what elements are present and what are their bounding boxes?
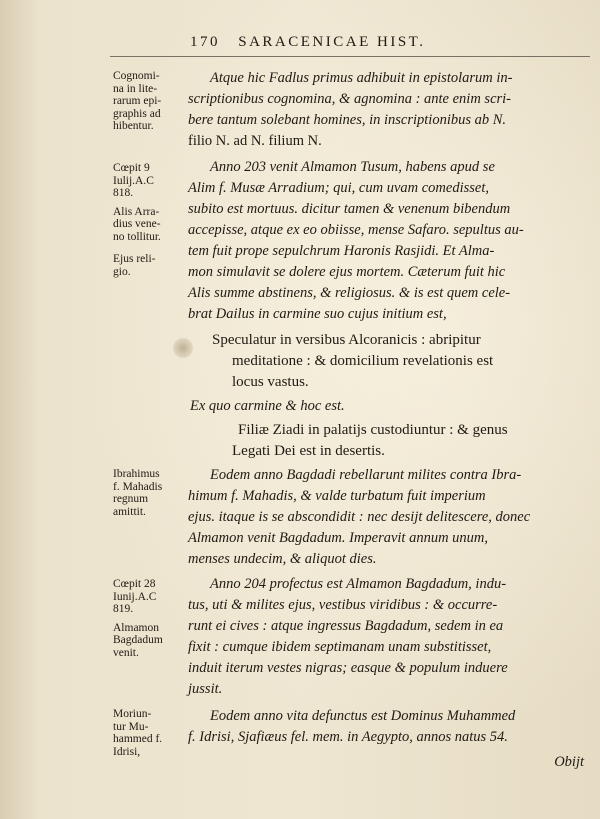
paper-stain (173, 338, 193, 358)
margin-line: regnum (113, 493, 149, 505)
text-line: runt ei cives : atque ingressus Bagdadum, sedem in ea (188, 618, 504, 634)
margin-line: tur Mu- (113, 720, 149, 733)
margin-line: hibentur. (113, 120, 154, 132)
text-line: bere tantum solebant homines, in inscriptionibus ab N. (188, 112, 507, 128)
margin-note (113, 708, 193, 758)
text-line: filio N. ad N. filium N. (188, 133, 322, 149)
text-line: himum f. Mahadis, & valde turbatum fuit imperium (188, 488, 486, 504)
text-line: Atque hic Fadlus primus adhibuit in epistolarum in- (210, 70, 513, 86)
text-line: induit iterum vestes nigras; easque & populum induere (188, 660, 508, 676)
margin-line: rarum epi- (113, 95, 162, 107)
margin-line: hammed f. (113, 733, 163, 745)
margin-note (113, 578, 193, 659)
text-line: tem fuit prope sepulchrum Haronis Rasjidi. Et Alma- (188, 243, 495, 259)
text-line: accepisse, atque ex eo obiisse, mense Safaro. sepultus au- (188, 222, 524, 238)
verse-line: meditatione : & domicilium revelationis est (232, 353, 494, 369)
header-rule (110, 56, 590, 57)
text-line: Anno 203 venit Almamon Tusum, habens apud se (210, 159, 495, 175)
margin-line: venit. (113, 646, 139, 659)
text-line: Ex quo carmine & hoc est. (190, 398, 345, 414)
page-header (190, 34, 425, 51)
margin-spacer (113, 243, 193, 253)
margin-line: gio. (113, 265, 131, 278)
verse-line: Legati Dei est in desertis. (232, 443, 385, 459)
text-line: jussit. (188, 681, 223, 697)
margin-line: Bagdadum (113, 634, 163, 646)
text-line: ejus. itaque is se abscondidit : nec desijt delitescere, donec (188, 509, 531, 525)
text-line: brat Dailus in carmine suo cujus initium est, (188, 306, 447, 322)
margin-note (113, 70, 193, 133)
margin-line: na in lite- (113, 82, 158, 95)
margin-line: 818. (113, 187, 134, 199)
page-number: 170 (190, 34, 220, 50)
text-line: mon simulavit se dolere ejus mortem. Cæterum fuit hic (188, 264, 506, 280)
text-line: tus, uti & milites ejus, vestibus viridibus : & occurre- (188, 597, 498, 613)
text-line: scriptionibus cognomina, & agnomina : ante enim scri- (188, 91, 512, 107)
margin-line: Cœpit 9 (113, 162, 150, 174)
margin-line: no tollitur. (113, 230, 161, 243)
margin-line: Ibrahimus (113, 468, 160, 480)
text-line: Eodem anno vita defunctus est Dominus Muhammed (210, 708, 516, 724)
margin-line: Iulij.A.C (113, 174, 154, 187)
text-line: Alim f. Musæ Arradium; qui, cum uvam comedisset, (188, 180, 489, 196)
margin-line: Moriun- (113, 708, 152, 720)
margin-line: graphis ad (113, 107, 161, 120)
running-title: SARACENICAE HIST. (238, 34, 426, 50)
margin-line: 819. (113, 603, 134, 615)
margin-line: Iunij.A.C (113, 590, 157, 603)
text-line: subito est mortuus. dicitur tamen & venenum bibendum (188, 201, 511, 217)
catchword: Obijt (554, 754, 584, 770)
margin-line: Idrisi, (113, 745, 141, 758)
margin-line: Alis Arra- (113, 205, 160, 218)
margin-line: Almamon (113, 621, 159, 634)
text-line: f. Idrisi, Sjafiæus fel. mem. in Aegypto, annos natus 54. (188, 729, 508, 745)
text-line: fixit : cumque ibidem septimanam unam substitisset, (188, 639, 492, 655)
margin-note (113, 162, 193, 278)
verse-line: locus vastus. (232, 374, 309, 390)
verse-line: Filiæ Ziadi in palatijs custodiuntur : & genus (238, 422, 508, 438)
margin-line: Ejus reli- (113, 253, 156, 265)
margin-line: dius vene- (113, 218, 161, 230)
text-line: Anno 204 profectus est Almamon Bagdadum, indu- (210, 576, 507, 592)
margin-line: f. Mahadis (113, 480, 163, 493)
text-line: Alis summe abstinens, & religiosus. & is est quem cele- (188, 285, 511, 301)
margin-line: Cœpit 28 (113, 578, 156, 590)
verse-line: Speculatur in versibus Alcoranicis : abripitur (212, 332, 481, 348)
margin-note (113, 468, 193, 518)
margin-line: Cognomi- (113, 70, 160, 82)
text-line: Eodem anno Bagdadi rebellarunt milites contra Ibra- (210, 467, 522, 483)
text-line: Almamon venit Bagdadum. Imperavit annum unum, (188, 530, 489, 546)
margin-line: amittit. (113, 505, 146, 518)
text-line: menses undecim, & aliquot dies. (188, 551, 377, 567)
